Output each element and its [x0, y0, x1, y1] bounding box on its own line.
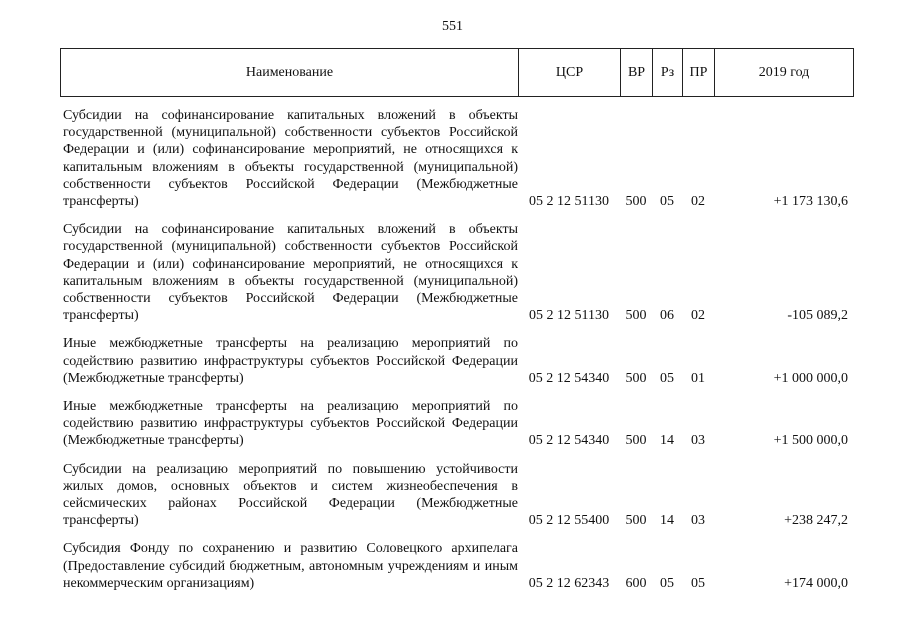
row-rz: 05 — [660, 194, 674, 210]
header-csr: ЦСР — [519, 49, 621, 96]
row-name: Иные межбюджетные трансферты на реализацию мероприятий по содействию развитию инфраструктуры субъектов Российской Федерации (Межбюджетные трансферты) — [63, 399, 518, 449]
table-row — [60, 540, 854, 592]
row-amount: +238 247,2 — [784, 513, 848, 529]
row-csr: 05 2 12 51130 — [529, 194, 609, 210]
page-number: 551 — [442, 19, 463, 34]
row-vr: 500 — [625, 513, 647, 529]
header-name: Наименование — [61, 49, 519, 96]
table-body — [60, 107, 854, 603]
row-rz: 06 — [660, 308, 674, 324]
table-row — [60, 107, 854, 210]
row-name: Субсидии на софинансирование капитальных вложений в объекты государственной (муниципальной) собственности субъектов Российской Федерации и (или) софинансирование мероприятий, не относящихся к капитальным вложениям в объекты государственной (муниципальной) собственности субъектов Российской Федерации (Межбюджетные трансферты) — [63, 222, 518, 324]
row-amount: +1 000 000,0 — [773, 370, 848, 386]
table-row — [60, 461, 854, 530]
header-pr: ПР — [683, 49, 715, 96]
row-pr: 02 — [691, 194, 705, 210]
header-year: 2019 год — [758, 64, 810, 80]
row-vr: 500 — [625, 370, 647, 386]
table-header — [60, 48, 854, 97]
row-csr: 05 2 12 55400 — [528, 513, 610, 529]
row-csr: 05 2 12 51130 — [529, 308, 609, 324]
row-name: Субсидия Фонду по сохранению и развитию Соловецкого архипелага (Предоставление субсидий бюджетным, автономным учреждениям и иным некоммерческим организациям) — [63, 541, 518, 591]
row-pr: 03 — [691, 433, 705, 449]
row-pr: 02 — [691, 308, 705, 324]
row-rz: 05 — [660, 370, 674, 386]
row-vr: 600 — [625, 575, 647, 591]
table-row — [60, 221, 854, 324]
row-pr: 03 — [691, 513, 705, 529]
row-rz: 05 — [660, 575, 674, 591]
row-pr: 01 — [691, 370, 705, 386]
header-vr: ВР — [621, 49, 653, 96]
row-vr: 500 — [625, 433, 647, 449]
row-csr: 05 2 12 54340 — [528, 370, 610, 386]
row-pr: 05 — [691, 575, 705, 591]
row-csr: 05 2 12 54340 — [528, 433, 610, 449]
row-amount: -105 089,2 — [787, 308, 848, 324]
header-rz: Рз — [653, 49, 683, 96]
row-csr: 05 2 12 62343 — [528, 575, 610, 591]
row-amount: +1 500 000,0 — [773, 433, 848, 449]
row-name: Субсидии на реализацию мероприятий по повышению устойчивости жилых домов, основных объектов и систем жизнеобеспечения в сейсмических районах Российской Федерации (Межбюджетные трансферты) — [63, 461, 518, 529]
row-vr: 500 — [625, 308, 647, 324]
row-vr: 500 — [625, 194, 647, 210]
table-row — [60, 335, 854, 387]
row-name: Иные межбюджетные трансферты на реализацию мероприятий по содействию развитию инфраструктуры субъектов Российской Федерации (Межбюджетные трансферты) — [63, 336, 518, 386]
table-row — [60, 398, 854, 450]
row-rz: 14 — [660, 513, 674, 529]
row-rz: 14 — [660, 433, 674, 449]
row-name: Субсидии на софинансирование капитальных вложений в объекты государственной (муниципальной) собственности субъектов Российской Федерации и (или) софинансирование мероприятий, не относящихся к капитальным вложениям в объекты государственной (муниципальной) собственности субъектов Российской Федерации (Межбюджетные трансферты) — [63, 108, 518, 210]
row-amount: +174 000,0 — [784, 575, 848, 591]
row-amount: +1 173 130,6 — [773, 194, 848, 210]
